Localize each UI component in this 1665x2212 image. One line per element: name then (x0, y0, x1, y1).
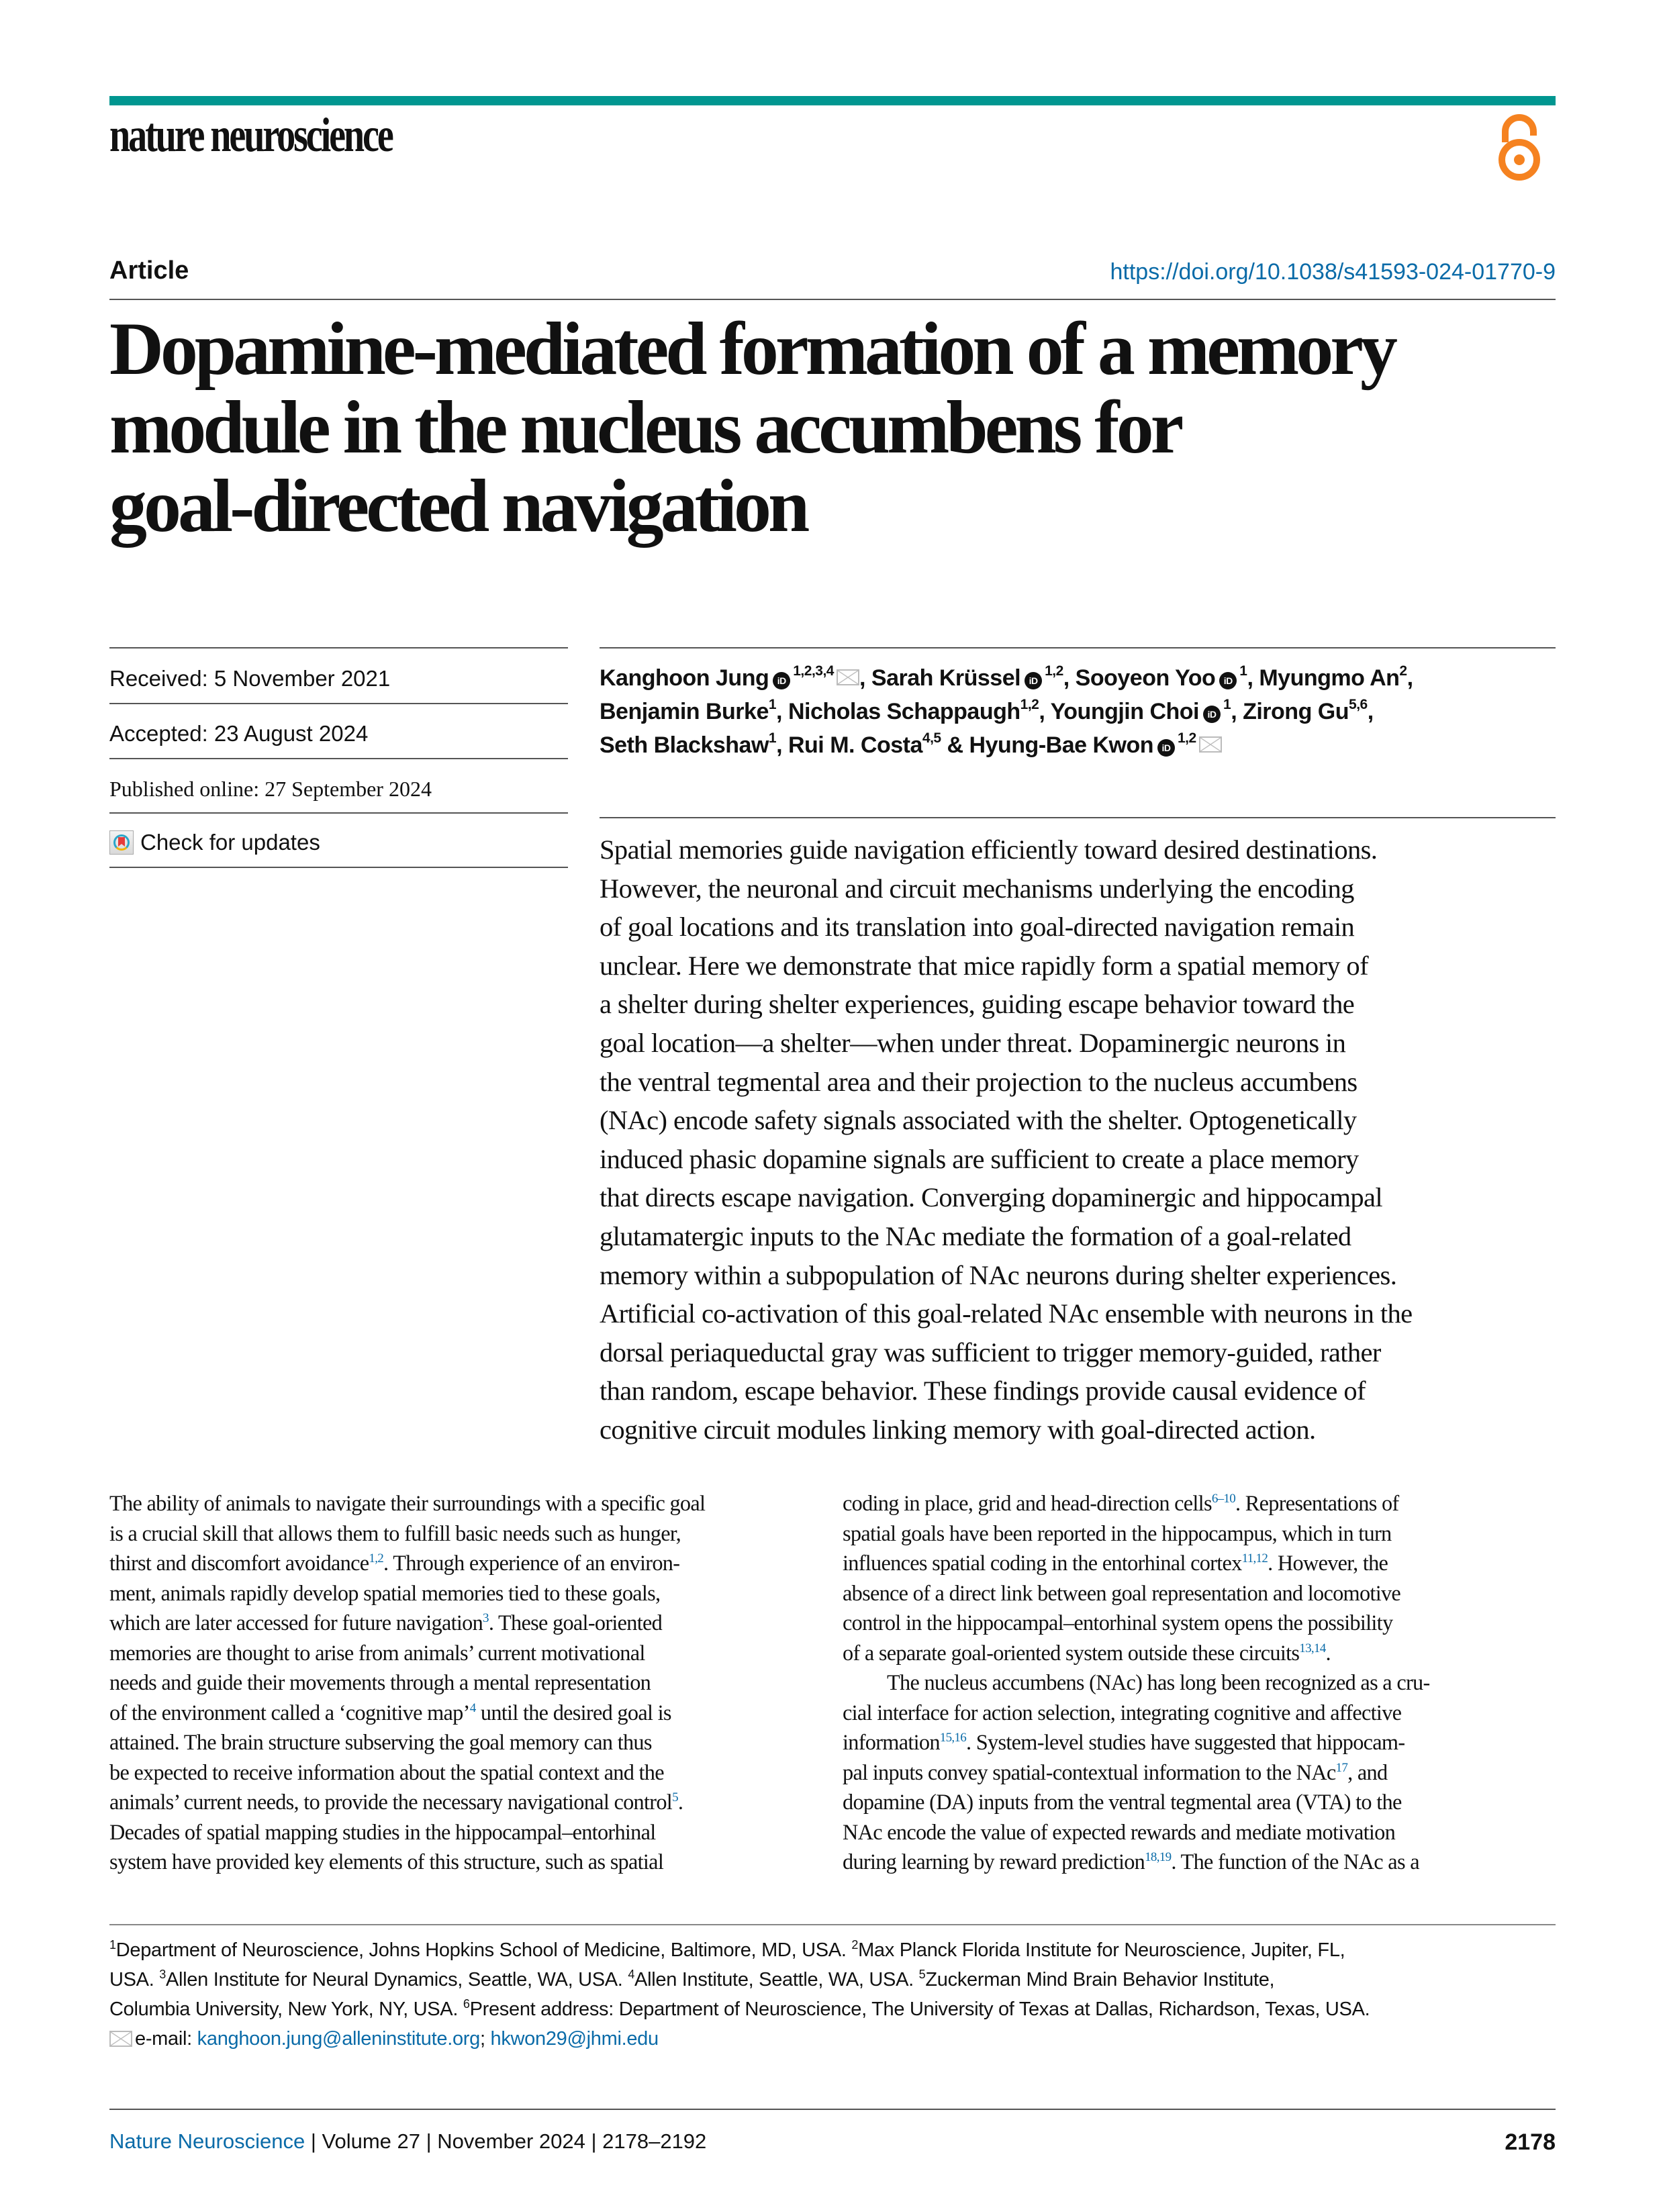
abstract-line: the ventral tegmental area and their projection to the nucleus accumbens (600, 1066, 1358, 1097)
affiliation-number: 5 (918, 1968, 926, 1981)
body-text-line (109, 1488, 814, 1519)
title-line: module in the nucleus accumbens for (109, 386, 1181, 469)
author[interactable] (600, 732, 776, 758)
abstract-line: memory within a subpopulation of NAc neurons during shelter experiences. (600, 1259, 1397, 1290)
affiliations (109, 1935, 1556, 2054)
divider (109, 867, 568, 868)
affiliation-line (109, 1965, 1556, 1994)
author[interactable] (1076, 665, 1247, 691)
affiliation-text: Zuckerman Mind Brain Behavior Institute, (925, 1969, 1275, 1990)
body-text: which are later accessed for future navigation (109, 1610, 483, 1635)
affiliations-divider (109, 1924, 1556, 1925)
author[interactable] (871, 665, 1063, 691)
abstract-line: that directs escape navigation. Converging dopaminergic and hippocampal (600, 1182, 1383, 1213)
footer-separator: | (420, 2129, 438, 2153)
affiliation-line (109, 1994, 1556, 2024)
body-text: Decades of spatial mapping studies in the hippocampal–entorhinal (109, 1819, 656, 1844)
author-name: Zirong Gu (1243, 699, 1349, 724)
affiliation-text: Max Planck Florida Institute for Neuroscience, Jupiter, FL, (858, 1939, 1345, 1961)
divider (109, 812, 568, 814)
body-text-line (109, 1548, 814, 1578)
footer-separator: | (305, 2129, 322, 2153)
body-text: . Representations of (1235, 1491, 1399, 1515)
author-name: Hyung-Bae Kwon (969, 732, 1153, 758)
body-text: influences spatial coding in the entorhinal cortex (843, 1551, 1242, 1575)
body-text-line (109, 1847, 814, 1877)
author-separator: , (1247, 665, 1259, 691)
author-line (600, 695, 1560, 728)
citation-ref-link[interactable]: 11,12 (1241, 1551, 1268, 1566)
email-separator: ; (479, 2028, 491, 2050)
article-type-label: Article (109, 256, 189, 285)
body-text-line (109, 1698, 814, 1728)
footer-divider (109, 2109, 1556, 2110)
body-text-line (109, 1638, 814, 1668)
body-text-line (109, 1817, 814, 1847)
author-separator: , (859, 665, 871, 691)
footer-separator: | (585, 2129, 603, 2153)
body-text: until the desired goal is (475, 1700, 671, 1725)
body-text-line (843, 1698, 1548, 1728)
accepted-date: Accepted: 23 August 2024 (109, 721, 369, 746)
abstract-line: a shelter during shelter experiences, guiding escape behavior toward the (600, 989, 1355, 1020)
footer-journal-link[interactable]: Nature Neuroscience (109, 2129, 305, 2153)
author-separator: , (776, 699, 788, 724)
citation-ref-link[interactable]: 4 (469, 1700, 476, 1715)
author-name: Sooyeon Yoo (1075, 665, 1216, 691)
abstract-line: dorsal periaqueductal gray was sufficient to trigger memory-guided, rather (600, 1337, 1381, 1367)
check-for-updates-icon (109, 830, 134, 855)
body-text-line (843, 1787, 1548, 1817)
author[interactable] (1051, 699, 1231, 724)
email-link-kwon[interactable]: hkwon29@jhmi.edu (490, 2028, 659, 2050)
page-number: 2178 (1505, 2129, 1556, 2155)
orcid-icon[interactable]: iD (1157, 739, 1175, 757)
body-column-right (843, 1488, 1548, 1877)
body-text-line (843, 1758, 1548, 1788)
body-text-line (109, 1668, 814, 1698)
author-line (600, 728, 1560, 762)
journal-name: nature neuroscience (109, 108, 392, 162)
author[interactable] (1259, 665, 1407, 691)
body-text: animals’ current needs, to provide the necessary navigational control (109, 1790, 673, 1814)
body-text: ment, animals rapidly develop spatial memories tied to these goals, (109, 1580, 661, 1605)
body-text: of a separate goal-oriented system outside these circuits (843, 1640, 1300, 1665)
body-text-line (843, 1727, 1548, 1758)
citation-ref-link[interactable]: 18,19 (1145, 1850, 1172, 1864)
author-affiliation-refs: 1,2 (1178, 730, 1196, 746)
author-affiliation-refs: 1 (768, 697, 777, 712)
body-text: pal inputs convey spatial-contextual information to the NAc (843, 1760, 1336, 1784)
author-separator: & (941, 732, 969, 758)
body-text-line (109, 1519, 814, 1549)
abstract-line: However, the neuronal and circuit mechanisms underlying the encoding (600, 873, 1354, 904)
body-text-line (109, 1578, 814, 1608)
author-affiliation-refs: 2 (1399, 663, 1407, 679)
email-icon (109, 2031, 132, 2047)
body-text: . (1325, 1640, 1331, 1665)
affiliation-text: Allen Institute for Neural Dynamics, Seattle, WA, USA. (165, 1969, 628, 1990)
body-text-line (843, 1519, 1548, 1549)
divider (109, 647, 568, 648)
body-text-line (843, 1608, 1548, 1638)
author-name: Benjamin Burke (600, 699, 769, 724)
author-separator: , (1039, 699, 1051, 724)
author-affiliation-refs: 4,5 (922, 730, 941, 746)
title-line: goal-directed navigation (109, 465, 807, 548)
affiliation-text: USA. (109, 1969, 160, 1990)
author-name: Sarah Krüssel (871, 665, 1021, 691)
author[interactable] (788, 699, 1039, 724)
body-text-line (109, 1787, 814, 1817)
body-text: control in the hippocampal–entorhinal system opens the possibility (843, 1610, 1393, 1635)
body-text: . These goal-oriented (488, 1610, 663, 1635)
body-text: . System-level studies have suggested that hippocam- (966, 1730, 1405, 1754)
body-text: attained. The brain structure subserving the goal memory can thus (109, 1730, 652, 1754)
body-text: spatial goals have been reported in the hippocampus, which in turn (843, 1521, 1392, 1545)
citation-ref-link[interactable]: 6–10 (1211, 1492, 1236, 1506)
abstract-line: (NAc) encode safety signals associated with the shelter. Optogenetically (600, 1105, 1357, 1136)
author-name: Nicholas Schappaugh (788, 699, 1020, 724)
affiliation-text: Columbia University, New York, NY, USA. (109, 1999, 463, 2020)
doi-link[interactable]: https://doi.org/10.1038/s41593-024-01770-9 (1110, 259, 1556, 285)
body-text-line (843, 1578, 1548, 1608)
author-affiliation-refs: 1,2 (1020, 697, 1039, 712)
body-text: absence of a direct link between goal representation and locomotive (843, 1580, 1401, 1605)
author-separator: , (1231, 699, 1243, 724)
abstract-line: unclear. Here we demonstrate that mice rapidly form a spatial memory of (600, 950, 1368, 981)
author-affiliation-refs: 1 (768, 730, 777, 746)
email-label: e-mail: (135, 2028, 197, 2050)
body-text: . The function of the NAc as a (1171, 1849, 1419, 1874)
corresponding-email-icon[interactable] (1199, 736, 1222, 753)
body-text: The ability of animals to navigate their surroundings with a specific goal (109, 1491, 706, 1515)
author-affiliation-refs: 5,6 (1349, 697, 1368, 712)
author[interactable] (788, 732, 941, 758)
author-name: Myungmo An (1259, 665, 1400, 691)
orcid-icon[interactable]: iD (773, 672, 790, 689)
authors-divider (600, 647, 1556, 648)
abstract-line: goal location—a shelter—when under threat. Dopaminergic neurons in (600, 1027, 1346, 1058)
affiliation-text: Present address: Department of Neuroscience, The University of Texas at Dallas, Richardson, Texas, USA. (469, 1999, 1370, 2020)
citation-footer (109, 2129, 706, 2154)
affiliation-number: 4 (628, 1968, 635, 1981)
abstract-line: induced phasic dopamine signals are sufficient to create a place memory (600, 1143, 1359, 1174)
affiliation-number: 2 (851, 1938, 859, 1952)
abstract-line: of goal locations and its translation into goal-directed navigation remain (600, 912, 1355, 943)
body-text: , and (1347, 1760, 1388, 1784)
body-text: thirst and discomfort avoidance (109, 1551, 369, 1575)
author-separator: , (1367, 699, 1374, 724)
body-text: coding in place, grid and head-direction cells (843, 1491, 1212, 1515)
body-text: information (843, 1730, 940, 1754)
author-separator: , (1063, 665, 1076, 691)
body-text: The nucleus accumbens (NAc) has long been recognized as a cru- (887, 1670, 1430, 1694)
author-separator: , (1407, 665, 1413, 691)
affiliation-text: Department of Neuroscience, Johns Hopkins School of Medicine, Baltimore, MD, USA. (115, 1939, 852, 1961)
footer-issue-date: November 2024 (437, 2129, 585, 2153)
body-text: system have provided key elements of this structure, such as spatial (109, 1849, 664, 1874)
divider (109, 703, 568, 704)
orcid-icon[interactable]: iD (1025, 672, 1042, 689)
citation-ref-link[interactable]: 3 (483, 1611, 489, 1625)
affiliation-line (109, 1935, 1556, 1965)
author-name: Youngjin Choi (1050, 699, 1199, 724)
body-text: during learning by reward prediction (843, 1849, 1145, 1874)
body-text: is a crucial skill that allows them to fulfill basic needs such as hunger, (109, 1521, 681, 1545)
published-date: Published online: 27 September 2024 (109, 777, 432, 801)
body-text-line (843, 1668, 1548, 1698)
body-text-line (843, 1847, 1548, 1877)
author-name: Kanghoon Jung (600, 665, 769, 691)
body-text: dopamine (DA) inputs from the ventral tegmental area (VTA) to the (843, 1790, 1402, 1814)
abstract-divider (600, 817, 1556, 818)
body-text-line (109, 1758, 814, 1788)
email-link-jung[interactable]: kanghoon.jung@alleninstitute.org (197, 2028, 480, 2050)
abstract-line: glutamatergic inputs to the NAc mediate the formation of a goal-related (600, 1220, 1351, 1251)
affiliation-number: 6 (463, 1997, 470, 2011)
body-text-line (843, 1548, 1548, 1578)
body-text-line (109, 1727, 814, 1758)
author-separator: , (776, 732, 788, 758)
body-text-line (843, 1488, 1548, 1519)
orcid-icon[interactable]: iD (1219, 672, 1237, 689)
citation-ref-link[interactable]: 13,14 (1299, 1641, 1326, 1655)
title-divider (109, 299, 1556, 300)
author[interactable] (1243, 699, 1368, 724)
corresponding-email-icon[interactable] (837, 669, 859, 685)
footer-volume: Volume 27 (322, 2129, 420, 2153)
body-text: cial interface for action selection, integrating cognitive and affective (843, 1700, 1402, 1725)
body-text-line (843, 1638, 1548, 1668)
author[interactable] (600, 699, 776, 724)
body-text: be expected to receive information about the spatial context and the (109, 1760, 664, 1784)
abstract-line: cognitive circuit modules linking memory with goal-directed action. (600, 1414, 1316, 1445)
affiliation-number: 3 (159, 1968, 166, 1981)
received-date: Received: 5 November 2021 (109, 666, 391, 691)
article-title (109, 307, 1586, 548)
affiliation-number: 1 (109, 1938, 116, 1952)
author-affiliation-refs: 1,2 (1045, 663, 1063, 679)
citation-ref-link[interactable]: 17 (1335, 1760, 1348, 1775)
body-text: NAc encode the value of expected rewards and mediate motivation (843, 1819, 1396, 1844)
divider (109, 758, 568, 759)
citation-ref-link[interactable]: 5 (672, 1790, 678, 1805)
author-affiliation-refs: 1 (1239, 663, 1247, 679)
footer-pages: 2178–2192 (602, 2129, 707, 2153)
abstract-line: Artificial co-activation of this goal-related NAc ensemble with neurons in the (600, 1298, 1413, 1329)
body-text: of the environment called a ‘cognitive map’ (109, 1700, 470, 1725)
title-line: Dopamine-mediated formation of a memory (109, 307, 1394, 391)
author-name: Rui M. Costa (788, 732, 922, 758)
abstract-line: Spatial memories guide navigation efficiently toward desired destinations. (600, 834, 1378, 865)
abstract-line: than random, escape behavior. These findings provide causal evidence of (600, 1376, 1366, 1406)
body-text: needs and guide their movements through a mental representation (109, 1670, 651, 1694)
open-access-lock-icon[interactable] (1496, 113, 1543, 181)
body-text-line (109, 1608, 814, 1638)
body-text-line (843, 1817, 1548, 1847)
check-for-updates-label: Check for updates (140, 830, 320, 855)
citation-ref-link[interactable]: 1,2 (369, 1551, 384, 1566)
check-for-updates-button[interactable] (109, 830, 320, 855)
citation-ref-link[interactable]: 15,16 (939, 1731, 967, 1745)
affiliation-text: Allen Institute, Seattle, WA, USA. (634, 1969, 919, 1990)
journal-accent-bar (109, 96, 1556, 105)
body-text: memories are thought to arise from animals’ current motivational (109, 1640, 645, 1665)
author-name: Seth Blackshaw (600, 732, 769, 758)
body-text: . Through experience of an environ- (383, 1551, 680, 1575)
body-text: . However, the (1268, 1551, 1388, 1575)
author-line (600, 661, 1560, 695)
author[interactable] (600, 665, 859, 691)
body-text: . (677, 1790, 683, 1814)
author-list (600, 661, 1560, 762)
orcid-icon[interactable]: iD (1203, 706, 1221, 723)
author-affiliation-refs: 1,2,3,4 (793, 663, 834, 679)
abstract (600, 830, 1560, 1449)
body-column-left (109, 1488, 814, 1877)
correspondence-line (109, 2024, 1556, 2054)
author[interactable] (969, 732, 1222, 758)
author-affiliation-refs: 1 (1223, 697, 1231, 712)
